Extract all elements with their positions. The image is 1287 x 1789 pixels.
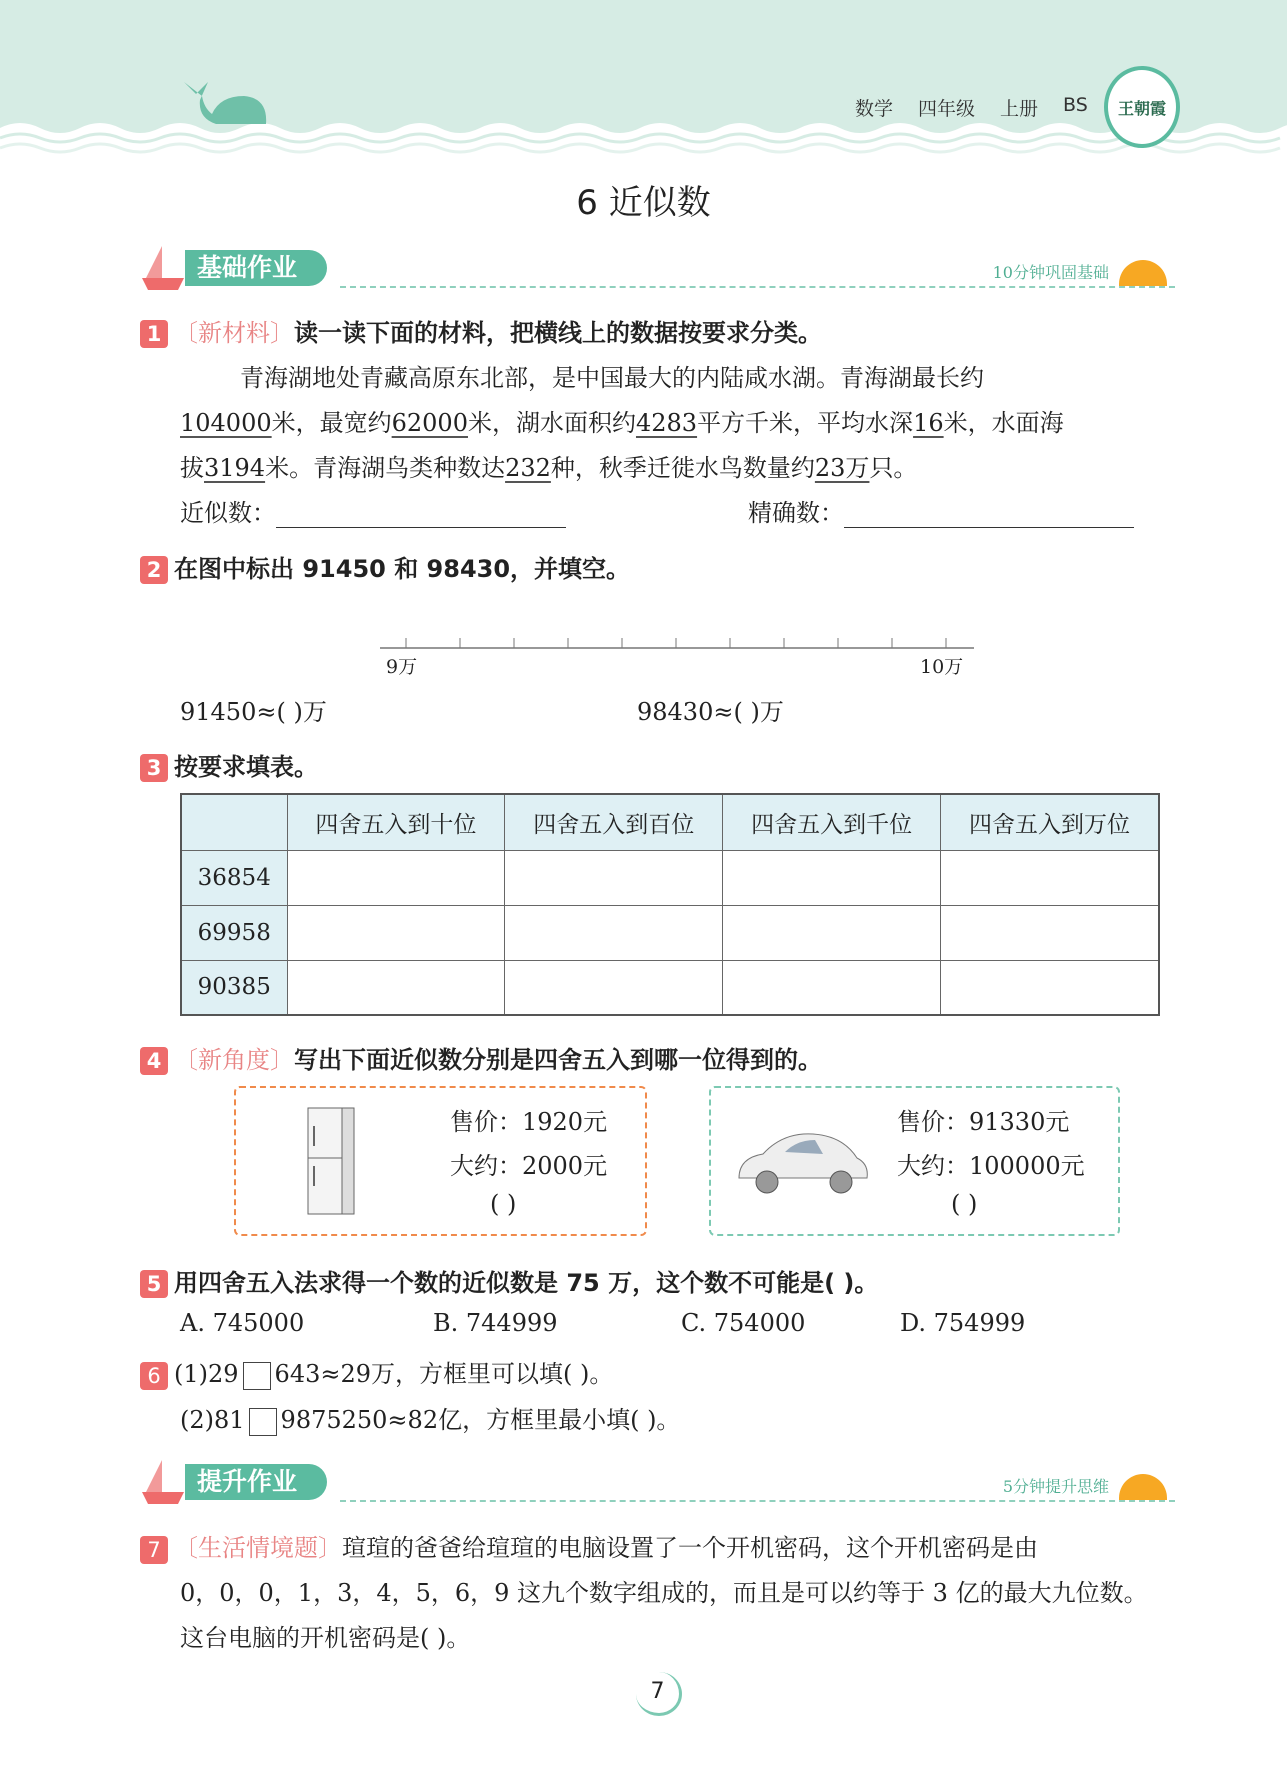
section-basic: [140, 248, 1175, 292]
question-number: 3: [140, 754, 168, 782]
column-header: 四舍五入到十位: [287, 794, 505, 850]
question-4: [140, 1040, 822, 1075]
answer-cell[interactable]: [505, 850, 723, 905]
q2-blank-a[interactable]: 91450≈( )万: [180, 698, 327, 726]
text: 种，秋季迁徙水鸟数量约: [550, 454, 815, 482]
text: 米，最宽约: [271, 409, 392, 437]
approx-label: 近似数：: [180, 499, 276, 527]
option-b[interactable]: B. 744999: [433, 1309, 558, 1337]
section-advanced: [140, 1462, 1175, 1506]
column-header: 四舍五入到万位: [940, 794, 1159, 850]
data-value: 23万: [814, 454, 870, 482]
number-line[interactable]: [380, 630, 976, 652]
digit-box[interactable]: [249, 1408, 277, 1436]
question-tag: 〔新角度〕: [174, 1046, 294, 1074]
q7-answer[interactable]: 这台电脑的开机密码是( )。: [180, 1624, 471, 1652]
header-volume: 上册: [1000, 98, 1039, 120]
option-a[interactable]: A. 745000: [180, 1309, 305, 1337]
section-hint: 5分钟提升思维: [1002, 1477, 1109, 1496]
column-header: 四舍五入到千位: [723, 794, 941, 850]
question-text: 写出下面近似数分别是四舍五入到哪一位得到的。: [294, 1046, 822, 1074]
fridge-card: [234, 1086, 647, 1236]
sun-icon: [1119, 260, 1167, 286]
answer-cell[interactable]: [940, 905, 1159, 960]
approx-field[interactable]: [180, 493, 566, 528]
car-card: [709, 1086, 1120, 1236]
digit-box[interactable]: [243, 1362, 271, 1390]
column-header: 四舍五入到百位: [505, 794, 723, 850]
header-subject: 数学: [855, 98, 894, 120]
question-7: [140, 1528, 1038, 1564]
answer-cell[interactable]: [505, 905, 723, 960]
brand-logo: [1104, 66, 1180, 148]
answer-cell[interactable]: [723, 850, 941, 905]
data-value: 104000: [180, 409, 272, 437]
divider: [340, 286, 1175, 288]
option-c[interactable]: C. 754000: [681, 1309, 806, 1337]
section-label: 基础作业: [185, 250, 327, 286]
price-text: 售价：1920元: [450, 1108, 608, 1136]
text: 643≈29万，方框里可以填( )。: [274, 1360, 614, 1388]
question-text: 读一读下面的材料，把横线上的数据按要求分类。: [294, 319, 822, 347]
question-3: [140, 747, 318, 782]
question-number: 2: [140, 556, 168, 584]
question-1: [140, 313, 822, 348]
question-number: 1: [140, 320, 168, 348]
refrigerator-icon: [306, 1106, 358, 1218]
logo-text: 王朝霞: [1117, 98, 1166, 118]
answer-blank[interactable]: ( ): [490, 1190, 517, 1218]
q7-line2: 0，0，0，1，3，4，5，6，9 这九个数字组成的，而且是可以约等于 3 亿的最大九位数。: [180, 1579, 1148, 1607]
text: (2)81: [180, 1406, 245, 1434]
text: (1)29: [174, 1360, 239, 1388]
q1-line3: [180, 448, 917, 483]
text: 米，湖水面积约: [467, 409, 636, 437]
number-line-label-right: 10万: [920, 656, 964, 678]
text: 只。: [869, 454, 918, 482]
sailboat-icon: [140, 1458, 184, 1504]
data-value: 232: [505, 454, 551, 482]
q2-blank-b[interactable]: 98430≈( )万: [637, 698, 784, 726]
sun-icon: [1119, 1474, 1167, 1500]
q1-line2: [180, 403, 1064, 438]
page-number: 7: [636, 1672, 682, 1716]
exact-blank[interactable]: [844, 504, 1134, 528]
car-icon: [733, 1128, 873, 1198]
divider: [340, 1500, 1175, 1502]
data-value: 3194: [204, 454, 266, 482]
answer-cell[interactable]: [940, 850, 1159, 905]
text: 米，水面海: [943, 409, 1064, 437]
price-text: 售价：91330元: [897, 1108, 1070, 1136]
whale-icon: [176, 78, 272, 130]
question-number: 4: [140, 1047, 168, 1075]
question-number: 5: [140, 1270, 168, 1298]
row-header: 90385: [181, 960, 287, 1015]
answer-cell[interactable]: [723, 960, 941, 1015]
question-text: 在图中标出 91450 和 98430，并填空。: [174, 555, 631, 583]
question-2: [140, 549, 630, 584]
text: 拔: [180, 454, 204, 482]
answer-cell[interactable]: [505, 960, 723, 1015]
page-title: 6 近似数: [576, 183, 711, 223]
text: 米。青海湖鸟类种数达: [265, 454, 506, 482]
exact-label: 精确数：: [748, 499, 844, 527]
answer-cell[interactable]: [940, 960, 1159, 1015]
question-tag: 〔生活情境题〕: [174, 1534, 342, 1562]
corner-cell: [181, 794, 287, 850]
data-value: 62000: [391, 409, 468, 437]
question-text: 用四舍五入法求得一个数的近似数是 75 万，这个数不可能是( )。: [174, 1269, 879, 1297]
section-hint: 10分钟巩固基础: [992, 263, 1109, 282]
answer-blank[interactable]: ( ): [951, 1190, 978, 1218]
number-line-label-left: 9万: [386, 656, 418, 678]
data-value: 4283: [635, 409, 698, 437]
data-value: 16: [913, 409, 944, 437]
question-5: [140, 1263, 878, 1298]
row-header: 36854: [181, 850, 287, 905]
text: 9875250≈82亿，方框里最小填( )。: [280, 1406, 681, 1434]
option-d[interactable]: D. 754999: [900, 1309, 1026, 1337]
approx-text: 大约：2000元: [450, 1152, 608, 1180]
approx-blank[interactable]: [276, 504, 566, 528]
question-number: 6: [140, 1362, 168, 1390]
question-6b: [180, 1400, 680, 1436]
answer-cell[interactable]: [287, 850, 505, 905]
exact-field[interactable]: [748, 493, 1134, 528]
header-grade: 四年级: [918, 98, 976, 120]
question-number: 7: [140, 1536, 168, 1564]
sailboat-icon: [140, 244, 184, 290]
answer-cell[interactable]: [287, 905, 505, 960]
answer-cell[interactable]: [287, 960, 505, 1015]
rounding-table: [180, 793, 1160, 1016]
header-edition: BS: [1063, 94, 1088, 116]
approx-text: 大约：100000元: [897, 1152, 1085, 1180]
answer-cell[interactable]: [723, 905, 941, 960]
question-text: 按要求填表。: [174, 753, 318, 781]
question-text: 瑄瑄的爸爸给瑄瑄的电脑设置了一个开机密码，这个开机密码是由: [342, 1534, 1038, 1562]
text: 平方千米，平均水深: [697, 409, 914, 437]
question-tag: 〔新材料〕: [174, 319, 294, 347]
q1-line1: 青海湖地处青藏高原东北部，是中国最大的内陆咸水湖。青海湖最长约: [240, 364, 984, 392]
question-6a: [140, 1354, 613, 1390]
section-label: 提升作业: [185, 1464, 327, 1500]
row-header: 69958: [181, 905, 287, 960]
